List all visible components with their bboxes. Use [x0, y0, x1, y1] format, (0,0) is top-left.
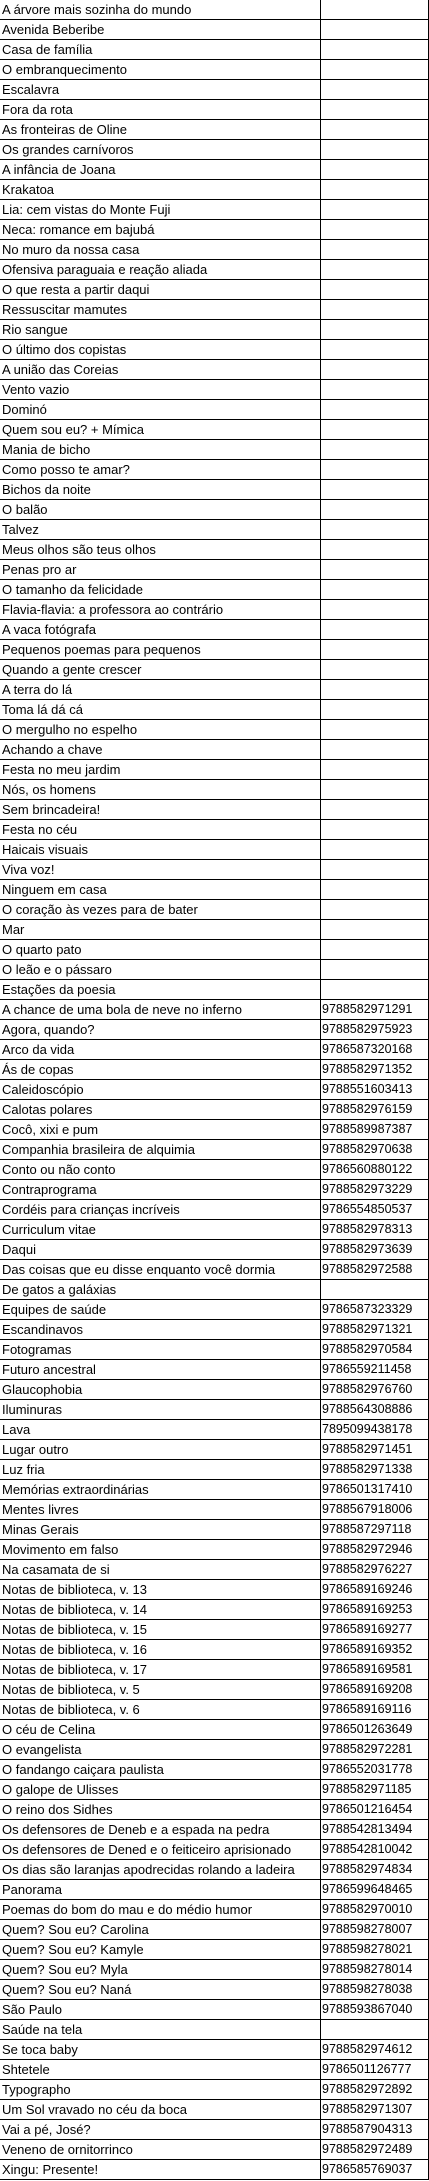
title-cell[interactable]: Movimento em falso — [0, 1540, 321, 1560]
title-cell[interactable]: Flavia-flavia: a professora ao contrário — [0, 600, 321, 620]
isbn-cell[interactable] — [321, 120, 429, 140]
isbn-cell[interactable]: 9786589169246 — [321, 1580, 429, 1600]
isbn-cell[interactable]: 9788582976760 — [321, 1380, 429, 1400]
title-cell[interactable]: O tamanho da felicidade — [0, 580, 321, 600]
title-cell[interactable]: Cocô, xixi e pum — [0, 1120, 321, 1140]
title-cell[interactable]: Quem? Sou eu? Carolina — [0, 1920, 321, 1940]
isbn-cell[interactable] — [321, 720, 429, 740]
isbn-cell[interactable]: 9788582976227 — [321, 1560, 429, 1580]
title-cell[interactable]: Arco da vida — [0, 1040, 321, 1060]
title-cell[interactable]: Haicais visuais — [0, 840, 321, 860]
title-cell[interactable]: Notas de biblioteca, v. 14 — [0, 1600, 321, 1620]
isbn-cell[interactable]: 9786552031778 — [321, 1760, 429, 1780]
isbn-cell[interactable]: 9788582972489 — [321, 2140, 429, 2160]
isbn-cell[interactable] — [321, 980, 429, 1000]
title-cell[interactable]: Escandinavos — [0, 1320, 321, 1340]
isbn-cell[interactable] — [321, 80, 429, 100]
title-cell[interactable]: O mergulho no espelho — [0, 720, 321, 740]
isbn-cell[interactable] — [321, 380, 429, 400]
isbn-cell[interactable]: 9788582974612 — [321, 2040, 429, 2060]
isbn-cell[interactable]: 9788582972892 — [321, 2080, 429, 2100]
isbn-cell[interactable]: 9786554850537 — [321, 1200, 429, 1220]
isbn-cell[interactable]: 9786589169116 — [321, 1700, 429, 1720]
title-cell[interactable]: Fotogramas — [0, 1340, 321, 1360]
title-cell[interactable]: Lia: cem vistas do Monte Fuji — [0, 200, 321, 220]
title-cell[interactable]: Equipes de saúde — [0, 1300, 321, 1320]
title-cell[interactable]: Toma lá dá cá — [0, 700, 321, 720]
isbn-cell[interactable] — [321, 260, 429, 280]
isbn-cell[interactable]: 7895099438178 — [321, 1420, 429, 1440]
isbn-cell[interactable]: 9788593867040 — [321, 2000, 429, 2020]
isbn-cell[interactable] — [321, 940, 429, 960]
title-cell[interactable]: Nós, os homens — [0, 780, 321, 800]
title-cell[interactable]: Futuro ancestral — [0, 1360, 321, 1380]
title-cell[interactable]: Ninguem em casa — [0, 880, 321, 900]
isbn-cell[interactable]: 9786589169277 — [321, 1620, 429, 1640]
title-cell[interactable]: Ofensiva paraguaia e reação aliada — [0, 260, 321, 280]
isbn-cell[interactable]: 9788589987387 — [321, 1120, 429, 1140]
isbn-cell[interactable] — [321, 360, 429, 380]
isbn-cell[interactable] — [321, 440, 429, 460]
isbn-cell[interactable] — [321, 320, 429, 340]
title-cell[interactable]: Achando a chave — [0, 740, 321, 760]
isbn-cell[interactable]: 9786501216454 — [321, 1800, 429, 1820]
title-cell[interactable]: Lava — [0, 1420, 321, 1440]
title-cell[interactable]: Notas de biblioteca, v. 16 — [0, 1640, 321, 1660]
isbn-cell[interactable] — [321, 880, 429, 900]
title-cell[interactable]: A chance de uma bola de neve no inferno — [0, 1000, 321, 1020]
isbn-cell[interactable] — [321, 820, 429, 840]
isbn-cell[interactable]: 9788582970010 — [321, 1900, 429, 1920]
isbn-cell[interactable]: 9788582973639 — [321, 1240, 429, 1260]
isbn-cell[interactable] — [321, 300, 429, 320]
isbn-cell[interactable]: 9788582971185 — [321, 1780, 429, 1800]
isbn-cell[interactable]: 9788587297118 — [321, 1520, 429, 1540]
title-cell[interactable]: Typographo — [0, 2080, 321, 2100]
isbn-cell[interactable]: 9788582971352 — [321, 1060, 429, 1080]
title-cell[interactable]: No muro da nossa casa — [0, 240, 321, 260]
isbn-cell[interactable]: 9788551603413 — [321, 1080, 429, 1100]
title-cell[interactable]: Um Sol vravado no céu da boca — [0, 2100, 321, 2120]
title-cell[interactable]: Panorama — [0, 1880, 321, 1900]
isbn-cell[interactable] — [321, 660, 429, 680]
isbn-cell[interactable]: 9788582971291 — [321, 1000, 429, 1020]
isbn-cell[interactable]: 9788582971321 — [321, 1320, 429, 1340]
isbn-cell[interactable] — [321, 840, 429, 860]
isbn-cell[interactable] — [321, 680, 429, 700]
isbn-cell[interactable] — [321, 700, 429, 720]
isbn-cell[interactable]: 9786501126777 — [321, 2060, 429, 2080]
isbn-cell[interactable] — [321, 420, 429, 440]
title-cell[interactable]: Poemas do bom do mau e do médio humor — [0, 1900, 321, 1920]
isbn-cell[interactable] — [321, 540, 429, 560]
title-cell[interactable]: Meus olhos são teus olhos — [0, 540, 321, 560]
isbn-cell[interactable]: 9786501263649 — [321, 1720, 429, 1740]
isbn-cell[interactable]: 9786587323329 — [321, 1300, 429, 1320]
isbn-cell[interactable]: 9788582971451 — [321, 1440, 429, 1460]
isbn-cell[interactable] — [321, 480, 429, 500]
isbn-cell[interactable]: 9788567918006 — [321, 1500, 429, 1520]
title-cell[interactable]: O balão — [0, 500, 321, 520]
title-cell[interactable]: São Paulo — [0, 2000, 321, 2020]
title-cell[interactable]: Contraprograma — [0, 1180, 321, 1200]
isbn-cell[interactable]: 9788542813494 — [321, 1820, 429, 1840]
isbn-cell[interactable]: 9786559211458 — [321, 1360, 429, 1380]
title-cell[interactable]: Notas de biblioteca, v. 13 — [0, 1580, 321, 1600]
title-cell[interactable]: Minas Gerais — [0, 1520, 321, 1540]
title-cell[interactable]: Ressuscitar mamutes — [0, 300, 321, 320]
isbn-cell[interactable] — [321, 20, 429, 40]
isbn-cell[interactable] — [321, 760, 429, 780]
title-cell[interactable]: Os grandes carnívoros — [0, 140, 321, 160]
title-cell[interactable]: Memórias extraordinárias — [0, 1480, 321, 1500]
title-cell[interactable]: Vai a pé, José? — [0, 2120, 321, 2140]
title-cell[interactable]: Quem? Sou eu? Naná — [0, 1980, 321, 2000]
title-cell[interactable]: Como posso te amar? — [0, 460, 321, 480]
isbn-cell[interactable]: 9786560880122 — [321, 1160, 429, 1180]
title-cell[interactable]: Agora, quando? — [0, 1020, 321, 1040]
title-cell[interactable]: O reino dos Sidhes — [0, 1800, 321, 1820]
isbn-cell[interactable]: 9788582978313 — [321, 1220, 429, 1240]
title-cell[interactable]: Escalavra — [0, 80, 321, 100]
title-cell[interactable]: Quem? Sou eu? Myla — [0, 1960, 321, 1980]
title-cell[interactable]: Caleidoscópio — [0, 1080, 321, 1100]
title-cell[interactable]: Vento vazio — [0, 380, 321, 400]
isbn-cell[interactable] — [321, 960, 429, 980]
title-cell[interactable]: Viva voz! — [0, 860, 321, 880]
title-cell[interactable]: Os defensores de Dened e o feiticeiro aprisionado — [0, 1840, 321, 1860]
isbn-cell[interactable]: 9788582972281 — [321, 1740, 429, 1760]
title-cell[interactable]: Quem? Sou eu? Kamyle — [0, 1940, 321, 1960]
title-cell[interactable]: Na casamata de si — [0, 1560, 321, 1580]
isbn-cell[interactable]: 9786589169253 — [321, 1600, 429, 1620]
title-cell[interactable]: Quando a gente crescer — [0, 660, 321, 680]
isbn-cell[interactable]: 9788582972588 — [321, 1260, 429, 1280]
title-cell[interactable]: De gatos a galáxias — [0, 1280, 321, 1300]
title-cell[interactable]: A vaca fotógrafa — [0, 620, 321, 640]
isbn-cell[interactable]: 9788598278021 — [321, 1940, 429, 1960]
isbn-cell[interactable]: 9788582971307 — [321, 2100, 429, 2120]
title-cell[interactable]: Conto ou não conto — [0, 1160, 321, 1180]
title-cell[interactable]: Notas de biblioteca, v. 5 — [0, 1680, 321, 1700]
title-cell[interactable]: Das coisas que eu disse enquanto você dormia — [0, 1260, 321, 1280]
title-cell[interactable]: O coração às vezes para de bater — [0, 900, 321, 920]
title-cell[interactable]: Penas pro ar — [0, 560, 321, 580]
title-cell[interactable]: Festa no céu — [0, 820, 321, 840]
isbn-cell[interactable] — [321, 920, 429, 940]
title-cell[interactable]: Talvez — [0, 520, 321, 540]
isbn-cell[interactable] — [321, 280, 429, 300]
isbn-cell[interactable] — [321, 500, 429, 520]
isbn-cell[interactable] — [321, 800, 429, 820]
title-cell[interactable]: Xingu: Presente! — [0, 2160, 321, 2180]
title-cell[interactable]: Notas de biblioteca, v. 15 — [0, 1620, 321, 1640]
title-cell[interactable]: Estações da poesia — [0, 980, 321, 1000]
title-cell[interactable]: Lugar outro — [0, 1440, 321, 1460]
isbn-cell[interactable]: 9786599648465 — [321, 1880, 429, 1900]
title-cell[interactable]: A terra do lá — [0, 680, 321, 700]
title-cell[interactable]: A infância de Joana — [0, 160, 321, 180]
title-cell[interactable]: O galope de Ulisses — [0, 1780, 321, 1800]
title-cell[interactable]: Os dias são laranjas apodrecidas rolando a ladeira — [0, 1860, 321, 1880]
title-cell[interactable]: O quarto pato — [0, 940, 321, 960]
isbn-cell[interactable]: 9788582974834 — [321, 1860, 429, 1880]
title-cell[interactable]: A árvore mais sozinha do mundo — [0, 0, 321, 20]
isbn-cell[interactable] — [321, 240, 429, 260]
title-cell[interactable]: Bichos da noite — [0, 480, 321, 500]
isbn-cell[interactable] — [321, 0, 429, 20]
isbn-cell[interactable]: 9788582972946 — [321, 1540, 429, 1560]
isbn-cell[interactable]: 9786589169581 — [321, 1660, 429, 1680]
title-cell[interactable]: Pequenos poemas para pequenos — [0, 640, 321, 660]
title-cell[interactable]: Fora da rota — [0, 100, 321, 120]
isbn-cell[interactable]: 9788542810042 — [321, 1840, 429, 1860]
title-cell[interactable]: Curriculum vitae — [0, 1220, 321, 1240]
isbn-cell[interactable] — [321, 600, 429, 620]
isbn-cell[interactable] — [321, 40, 429, 60]
title-cell[interactable]: Veneno de ornitorrinco — [0, 2140, 321, 2160]
isbn-cell[interactable] — [321, 140, 429, 160]
isbn-cell[interactable] — [321, 340, 429, 360]
isbn-cell[interactable] — [321, 560, 429, 580]
isbn-cell[interactable] — [321, 900, 429, 920]
isbn-cell[interactable] — [321, 160, 429, 180]
title-cell[interactable]: Calotas polares — [0, 1100, 321, 1120]
title-cell[interactable]: Os defensores de Deneb e a espada na pedra — [0, 1820, 321, 1840]
isbn-cell[interactable]: 9786589169208 — [321, 1680, 429, 1700]
title-cell[interactable]: Sem brincadeira! — [0, 800, 321, 820]
isbn-cell[interactable]: 9788564308886 — [321, 1400, 429, 1420]
title-cell[interactable]: Saúde na tela — [0, 2020, 321, 2040]
title-cell[interactable]: A união das Coreias — [0, 360, 321, 380]
isbn-cell[interactable] — [321, 640, 429, 660]
isbn-cell[interactable]: 9788582975923 — [321, 1020, 429, 1040]
isbn-cell[interactable] — [321, 620, 429, 640]
title-cell[interactable]: Krakatoa — [0, 180, 321, 200]
isbn-cell[interactable] — [321, 400, 429, 420]
isbn-cell[interactable]: 9786589169352 — [321, 1640, 429, 1660]
isbn-cell[interactable] — [321, 1280, 429, 1300]
isbn-cell[interactable]: 9786501317410 — [321, 1480, 429, 1500]
title-cell[interactable]: Casa de família — [0, 40, 321, 60]
isbn-cell[interactable] — [321, 520, 429, 540]
title-cell[interactable]: Ás de copas — [0, 1060, 321, 1080]
title-cell[interactable]: Rio sangue — [0, 320, 321, 340]
title-cell[interactable]: O último dos copistas — [0, 340, 321, 360]
isbn-cell[interactable] — [321, 60, 429, 80]
title-cell[interactable]: Cordéis para crianças incríveis — [0, 1200, 321, 1220]
isbn-cell[interactable] — [321, 580, 429, 600]
title-cell[interactable]: O que resta a partir daqui — [0, 280, 321, 300]
isbn-cell[interactable]: 9788582970584 — [321, 1340, 429, 1360]
title-cell[interactable]: O embranquecimento — [0, 60, 321, 80]
isbn-cell[interactable] — [321, 740, 429, 760]
isbn-cell[interactable] — [321, 100, 429, 120]
title-cell[interactable]: Festa no meu jardim — [0, 760, 321, 780]
isbn-cell[interactable] — [321, 200, 429, 220]
isbn-cell[interactable]: 9786585769037 — [321, 2160, 429, 2180]
title-cell[interactable]: Companhia brasileira de alquimia — [0, 1140, 321, 1160]
isbn-cell[interactable]: 9788587904313 — [321, 2120, 429, 2140]
title-cell[interactable]: Mentes livres — [0, 1500, 321, 1520]
title-cell[interactable]: Quem sou eu? + Mímica — [0, 420, 321, 440]
title-cell[interactable]: Daqui — [0, 1240, 321, 1260]
isbn-cell[interactable] — [321, 460, 429, 480]
isbn-cell[interactable]: 9788582971338 — [321, 1460, 429, 1480]
isbn-cell[interactable] — [321, 780, 429, 800]
title-cell[interactable]: Mar — [0, 920, 321, 940]
isbn-cell[interactable] — [321, 180, 429, 200]
title-cell[interactable]: Luz fria — [0, 1460, 321, 1480]
isbn-cell[interactable]: 9788598278014 — [321, 1960, 429, 1980]
title-cell[interactable]: Glaucophobia — [0, 1380, 321, 1400]
isbn-cell[interactable] — [321, 2020, 429, 2040]
title-cell[interactable]: Shtetele — [0, 2060, 321, 2080]
title-cell[interactable]: O evangelista — [0, 1740, 321, 1760]
title-cell[interactable]: Notas de biblioteca, v. 6 — [0, 1700, 321, 1720]
title-cell[interactable]: Dominó — [0, 400, 321, 420]
isbn-cell[interactable]: 9788598278007 — [321, 1920, 429, 1940]
isbn-cell[interactable]: 9788582976159 — [321, 1100, 429, 1120]
title-cell[interactable]: Neca: romance em bajubá — [0, 220, 321, 240]
isbn-cell[interactable]: 9788598278038 — [321, 1980, 429, 2000]
title-cell[interactable]: As fronteiras de Oline — [0, 120, 321, 140]
title-cell[interactable]: O céu de Celina — [0, 1720, 321, 1740]
isbn-cell[interactable]: 9786587320168 — [321, 1040, 429, 1060]
title-cell[interactable]: O fandango caiçara paulista — [0, 1760, 321, 1780]
title-cell[interactable]: Se toca baby — [0, 2040, 321, 2060]
isbn-cell[interactable] — [321, 220, 429, 240]
title-cell[interactable]: Mania de bicho — [0, 440, 321, 460]
isbn-cell[interactable]: 9788582970638 — [321, 1140, 429, 1160]
title-cell[interactable]: Iluminuras — [0, 1400, 321, 1420]
title-cell[interactable]: O leão e o pássaro — [0, 960, 321, 980]
isbn-cell[interactable] — [321, 860, 429, 880]
title-cell[interactable]: Avenida Beberibe — [0, 20, 321, 40]
isbn-cell[interactable]: 9788582973229 — [321, 1180, 429, 1200]
title-cell[interactable]: Notas de biblioteca, v. 17 — [0, 1660, 321, 1680]
